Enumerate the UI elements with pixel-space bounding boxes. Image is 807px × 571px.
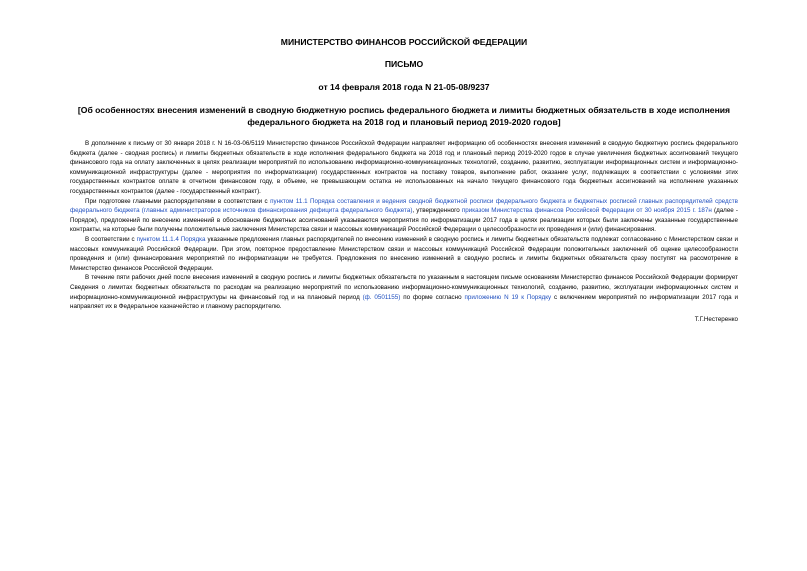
signature: Т.Г.Нестеренко (694, 315, 738, 323)
paragraph-2-text-1: При подготовке главными распорядителями в соответствии с (85, 197, 271, 205)
ministry-title: МИНИСТЕРСТВО ФИНАНСОВ РОССИЙСКОЙ ФЕДЕРАЦИИ (280, 37, 528, 47)
link-form-0501155[interactable]: (ф. 0501155) (362, 293, 401, 301)
paragraph-4-text-2: по форме согласно (400, 293, 465, 301)
paragraph-2 (70, 197, 738, 235)
document-subject: [Об особенностях внесения изменений в сводную бюджетную роспись федерального бюджета и лимиты бюджетных обязательств в ходе исполнения федерального бюджета на 2018 год и плановый период 2019-2020 годов] (77, 105, 731, 127)
paragraph-2-text-2: , утвержденного (412, 207, 462, 215)
paragraph-4 (70, 273, 738, 311)
document-page (70, 30, 738, 324)
document-type: ПИСЬМО (384, 59, 424, 69)
paragraph-1: В дополнение к письму от 30 января 2018 г. N 16-03-06/5119 Министерство финансов Российской Федерации направляет информацию об особенностях внесения изменений в сводную бюджетную роспись федерального бюджета (далее - сводная роспись) и лимиты бюджетных обязательств в ходе исполнения федерального бюджета на 2018 год и плановый период 2019-2020 годов в случае увеличения бюджетных ассигнований текущего финансового года на оплату заключенных в целях реализации мероприятий по использованию информационно-коммуникационных технологий, созданию, развитию, эксплуатации информационных систем и информационно-коммуникационной инфраструктуры (далее - мероприятия по информатизации) государственных контрактов на поставку товаров, выполнение работ, оказание услуг, подлежащих в соответствии с условиями этих государственных контрактов оплате в отчетном финансовом году, в объеме, не превышающем остатка не использованных на начало текущего финансового года бюджетных ассигнований на исполнение указанных государственных контрактов (далее - государственный контракт). (70, 140, 738, 195)
document-body (70, 139, 738, 324)
paragraph-3-text-1: В соответствии с (85, 235, 137, 243)
paragraph-2-text-3: (далее - Порядок), предложений по внесению изменений в обоснование бюджетных ассигнований указываются мероприятия по информатизации 2017 года в целях реализации которых были заключены указанные государственные контракты, на которые были получены положительные заключения Министерства связи и массовых коммуникаций Российской Федерации о целесообразности их проведения и (или) финансирования. (70, 207, 739, 234)
paragraph-3-text-2: указанные предложения главных распорядителей по внесению изменений в сводную роспись и лимиты бюджетных обязательств подлежат согласованию с Министерством связи и массовых коммуникаций Российской Федерации. При этом, повторное предоставление Министерством связи и массовых коммуникаций Российской Федерации положительных заключений об оценке целесообразности проведения и (или) финансирования мероприятий по информатизации не требуется. Предложения по внесению изменений в сводную роспись и лимиты бюджетных обязательств сразу поступят на рассмотрение в Министерство финансов Российской Федерации. (70, 235, 738, 272)
link-order-187n[interactable]: приказом Министерства финансов Российской Федерации от 30 ноября 2015 г. 187н (461, 207, 712, 215)
link-procedure-11-1-4[interactable]: пунктом 11.1.4 Порядка (136, 235, 206, 243)
paragraph-4-text-1: В течение пяти рабочих дней после внесения изменений в сводную роспись и лимиты бюджетных обязательств по указанным в настоящем письме основаниям Министерство финансов Российской Федерации формирует Сведения о лимитах бюджетных обязательств по расходам на реализацию мероприятий по использованию информационно-коммуникационных технологий, созданию, развитию, эксплуатации информационных систем и информационно-коммуникационной инфраструктуры на финансовый год и на плановый период (70, 274, 738, 301)
link-appendix-19[interactable]: приложению N 19 к Порядку (464, 293, 552, 301)
link-procedure-11-1[interactable]: пунктом 11.1 Порядка составления и ведения сводной бюджетной росписи федерального бюджета и бюджетных росписей главных распорядителей средств федерального бюджета (главных администраторов источников финансирования дефицита федерального бюджета) (70, 197, 738, 215)
document-date-number: от 14 февраля 2018 года N 21-05-08/9237 (318, 82, 490, 92)
paragraph-3 (70, 235, 738, 273)
paragraph-4-text-3: с включением мероприятий по информатизации 2017 года и направляет их в Федеральное казначейство и главному распорядителю. (70, 293, 738, 311)
